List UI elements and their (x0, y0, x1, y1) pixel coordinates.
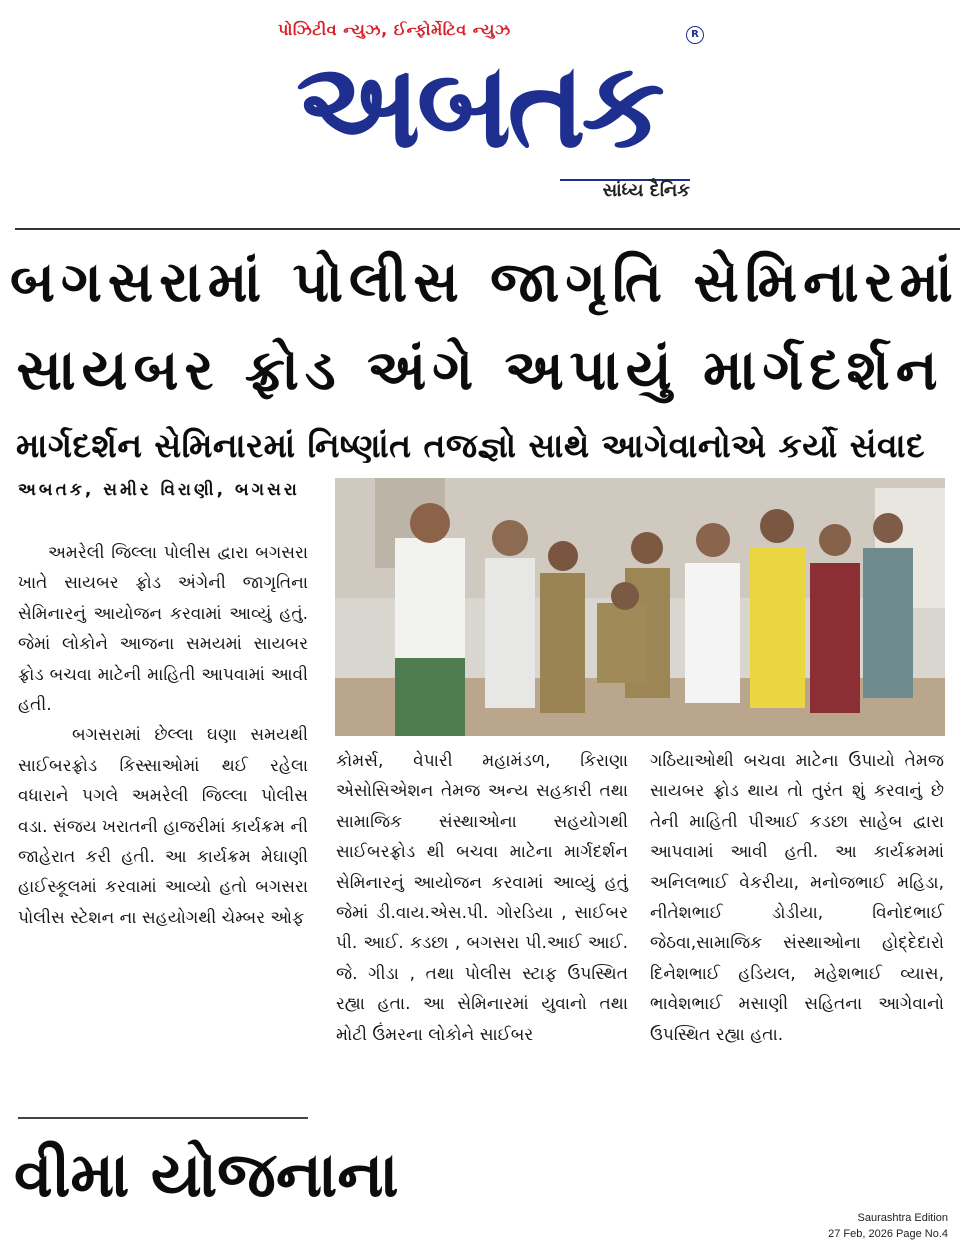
subheadline: માર્ગદર્શન સેમિનારમાં નિષ્ણાંત તજજ્ઞો સાથે આગેવાનોએ કર્યો સંવાદ (16, 426, 926, 465)
masthead-divider (15, 228, 960, 230)
photo-illustration (335, 478, 945, 736)
column-divider (18, 1117, 308, 1119)
headline-line-1: બગસરામાં પોલીસ જાગૃતિ સેમિનારમાં (10, 250, 959, 315)
edition-label: Saurashtra Edition (857, 1212, 948, 1224)
registered-trademark-icon: R (686, 26, 704, 44)
article-column-2: કોમર્સ, વેપારી મહામંડળ, કિરાણા એસોસિએશન તેમજ અન્ય સહકારી તથા સામાજિક સંસ્થાઓના સહયોગથી સાઈબરફ્રોડ થી બચવા માટેના માર્ગદર્શન સેમિનારનું આયોજન કરવામાં આવ્યું હતું જેમાં ડી.વાય.એસ.પી. ગોરડિયા , સાઈબર પી. આઈ. કડછા , બગસરા પી.આઈ આઈ. જે. ગીડા , તથા પોલીસ સ્ટાફ ઉપસ્થિત રહ્યા હતા. આ સેમિનારમાં યુવાનો તથા મોટી ઉંમરના લોકોને સાઈબર (336, 751, 628, 1045)
newspaper-tagline: પોઝિટીવ ન્યુઝ, ઈન્ફોર્મેટિવ ન્યુઝ (278, 20, 511, 39)
edition-type-label: સાંધ્ય દૈનિક (602, 180, 690, 201)
article-column-3: ગઠિયાઓથી બચવા માટેના ઉપાયો તેમજ સાયબર ફ્રોડ થાય તો તુરંત શું કરવાનું છે તેની માહિતી પીઆઈ કડછા સાહેબ દ્વારા આપવામાં આવી હતી. આ કાર્યક્રમમાં અનિલભાઈ વેકરીયા, મનોજભાઈ મહિડા, નીતેશભાઈ ડોડીયા, વિનોદભાઈ જેઠવા,સામાજિક સંસ્થાઓના હોદ્દેદારો દિનેશભાઈ હડિયલ, મહેશભાઈ વ્યાસ, ભાવેશભાઈ મસાણી સહિતના આગેવાનો ઉપસ્થિત રહ્યા હતા. (650, 751, 944, 1045)
next-story-teaser: વીમા યોજનાના (14, 1138, 399, 1211)
byline: અબતક, સમીર વિરાણી, બગસરા (18, 480, 300, 500)
article-paragraph: અમરેલી જિલ્લા પોલીસ દ્વારા બગસરા ખાતે સાયબર ફ્રોડ અંગેની જાગૃતિના સેમિનારનું આયોજન કરવામાં આવ્યું હતું. જેમાં લોકોને આજના સમયમાં સાયબર ફ્રોડ બચવા માટેની માહિતી આપવામાં આવી હતી. (18, 543, 308, 716)
article-column-1 (18, 538, 308, 933)
article-paragraph: બગસરામાં છેલ્લા ઘણા સમયથી સાઈબરફ્રોડ કિસ્સાઓમાં થઈ રહેલા વધારાને પગલે અમરેલી જિલ્લા પોલીસ વડા. સંજય ખરાતની હાજરીમાં કાર્યક્રમ ની જાહેરાત કરી હતી. આ કાર્યક્રમ મેઘાણી હાઈસ્કૂલમાં કરવામાં આવ્યો હતો બગસરા પોલીસ સ્ટેશન ના સહયોગથી ચેમ્બર ઓફ (18, 725, 308, 928)
newspaper-logo: અબતક (296, 36, 661, 174)
date-page-label: 27 Feb, 2026 Page No.4 (828, 1228, 948, 1240)
headline-line-2: સાયબર ફ્રોડ અંગે અપાયું માર્ગદર્શન (16, 338, 944, 403)
seminar-photo (335, 478, 945, 736)
